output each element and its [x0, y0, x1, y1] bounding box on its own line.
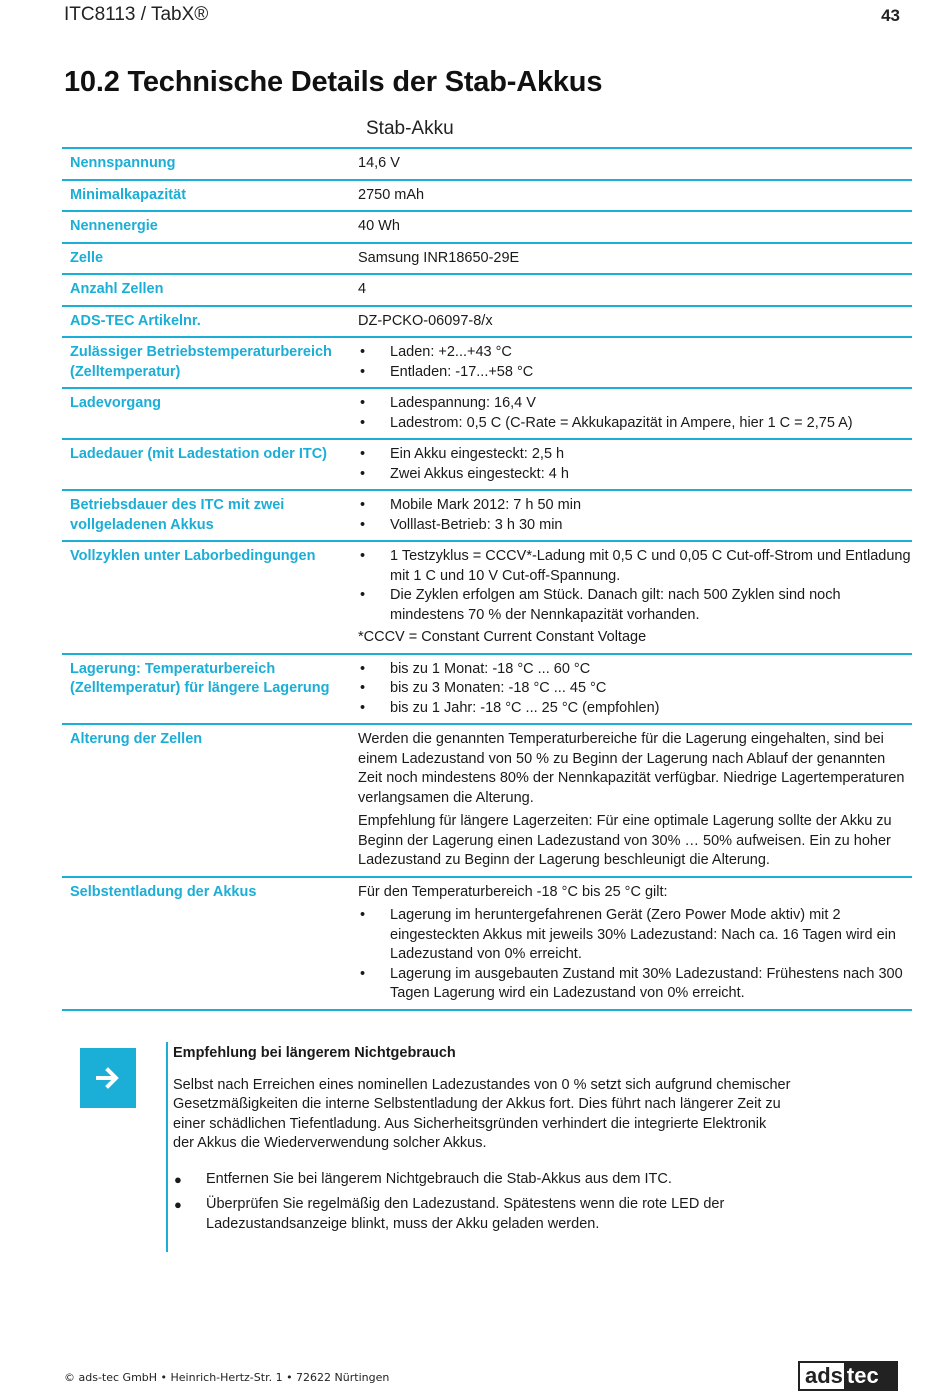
spec-label-line: Ladevorgang [70, 395, 162, 411]
bullet-icon: • [360, 363, 366, 380]
spec-label-line: Vollzyklen unter Laborbedingungen [70, 548, 316, 564]
info-heading: Empfehlung bei längerem Nichtgebrauch [173, 1045, 456, 1061]
list-item [358, 496, 912, 516]
bullet-icon: ● [174, 1197, 182, 1212]
list-item [358, 343, 912, 363]
bullet-icon: • [360, 497, 366, 513]
spec-value [358, 311, 912, 332]
spec-value [358, 342, 912, 382]
list-item-line: Ladezustandsanzeige blinkt, muss der Akku geladen werden. [206, 1215, 600, 1232]
list-item-text: Lagerung im ausgebauten Zustand mit 30% Ladezustand: Frühestens nach 300 Tagen Lagerung wird ein Ladezustand von 0% erreicht. [390, 965, 903, 1001]
list-item [358, 547, 912, 586]
list-item-text: Volllast-Betrieb: 3 h 30 min [390, 516, 563, 533]
list-item [358, 965, 912, 1004]
list-item-text: bis zu 3 Monaten: -18 °C ... 45 °C [390, 680, 607, 696]
bullet-icon: • [360, 465, 366, 482]
list-item-text: Ein Akku eingesteckt: 2,5 h [390, 446, 565, 462]
list-item-line: Entfernen Sie bei längerem Nichtgebrauch die Stab-Akkus aus dem ITC. [206, 1170, 672, 1187]
list-item [173, 1170, 893, 1190]
bullet-icon: • [360, 907, 366, 923]
table-row [62, 212, 912, 244]
spec-value-text: 4 [358, 281, 367, 297]
spec-value [358, 216, 912, 237]
list-item-text: Mobile Mark 2012: 7 h 50 min [390, 497, 582, 513]
list-item [173, 1195, 893, 1234]
spec-value [358, 882, 912, 1004]
spec-label-line: ADS-TEC Artikelnr. [70, 312, 201, 329]
bullet-icon: • [360, 395, 366, 411]
table-row [62, 149, 912, 181]
list-item [358, 414, 912, 434]
spec-label-line: (Zelltemperatur) für längere Lagerung [70, 680, 330, 696]
spec-label [62, 729, 358, 871]
spec-label [62, 882, 358, 1004]
spec-value [358, 444, 912, 484]
spec-value [358, 393, 912, 433]
list-item [358, 363, 912, 383]
spec-label [62, 393, 358, 433]
spec-value-text: DZ-PCKO-06097-8/x [358, 312, 493, 329]
spec-label [62, 248, 358, 269]
spec-label-line: Anzahl Zellen [70, 281, 164, 297]
spec-paragraph: Empfehlung für längere Lagerzeiten: Für eine optimale Lagerung sollte der Akku zu Beginn der Lagerung einen Ladezustand von 30% … 50% aufweisen. Ein zu hoher Ladezustand zu Beginn der Lagerung beschleunigt die Alterung. [358, 813, 892, 868]
spec-value-text: 2750 mAh [358, 186, 425, 203]
table-row [62, 244, 912, 276]
spec-label-line: Nennspannung [70, 155, 176, 171]
info-arrow-badge [80, 1048, 136, 1108]
list-item [358, 445, 912, 465]
table-row [62, 655, 912, 726]
spec-label-line: Zulässiger Betriebstemperaturbereich [70, 344, 332, 360]
table-row [62, 725, 912, 878]
page-number: 43 [881, 6, 900, 25]
table-row [62, 181, 912, 213]
bullet-icon: • [360, 660, 366, 677]
spec-value [358, 659, 912, 719]
spec-label [62, 311, 358, 332]
list-item-text: Entladen: -17...+58 °C [390, 363, 534, 380]
spec-value [358, 546, 912, 648]
spec-footnote: *CCCV = Constant Current Constant Voltage [358, 629, 647, 645]
bullet-icon: • [360, 680, 366, 696]
spec-value-text: Samsung INR18650-29E [358, 249, 520, 266]
spec-value [358, 153, 912, 174]
list-item-text [206, 1195, 893, 1234]
list-item-text: bis zu 1 Monat: -18 °C ... 60 °C [390, 660, 591, 677]
table-row [62, 338, 912, 389]
bullet-icon: • [360, 548, 366, 564]
spec-label-line: Selbstentladung der Akkus [70, 883, 257, 900]
list-item [358, 516, 912, 536]
list-item [358, 699, 912, 719]
list-item-text: bis zu 1 Jahr: -18 °C ... 25 °C (empfohlen) [390, 699, 660, 716]
spec-value-text: 40 Wh [358, 218, 400, 234]
table-row [62, 275, 912, 307]
bullet-icon: • [360, 516, 366, 533]
spec-label [62, 342, 358, 382]
list-item-text: Lagerung im heruntergefahrenen Gerät (Zero Power Mode aktiv) mit 2 eingesteckten Akkus mit jeweils 30% Ladezustand: Nach ca. 16 Tagen wird ein Ladezustand von 0% erreicht. [390, 907, 896, 962]
info-paragraph-line: einer schädlichen Tiefentladung. Aus Sicherheitsgründen verhindert die integrierte Elektronik [173, 1115, 767, 1132]
spec-label [62, 659, 358, 719]
spec-value [358, 729, 912, 871]
spec-value [358, 248, 912, 269]
list-item [358, 465, 912, 485]
spec-label [62, 153, 358, 174]
spec-label-line: Minimalkapazität [70, 186, 187, 203]
bullet-icon: • [360, 587, 366, 603]
arrow-right-icon [96, 1066, 120, 1090]
list-item [358, 586, 912, 625]
spec-label-line: Nennenergie [70, 218, 158, 234]
bullet-icon: • [360, 699, 366, 716]
table-column-header: Stab-Akku [366, 118, 454, 139]
info-divider [166, 1042, 168, 1252]
spec-paragraph: Für den Temperaturbereich -18 °C bis 25 °C gilt: [358, 883, 668, 900]
spec-value [358, 495, 912, 535]
spec-label [62, 546, 358, 648]
list-item [358, 394, 912, 414]
info-paragraph-line: Selbst nach Erreichen eines nominellen Ladezustandes von 0 % setzt sich aufgrund chemischer [173, 1076, 791, 1093]
page-header [64, 4, 900, 30]
list-item [358, 660, 912, 680]
spec-value-text: 14,6 V [358, 155, 400, 171]
table-row [62, 878, 912, 1011]
list-item-text: Zwei Akkus eingesteckt: 4 h [390, 465, 569, 482]
bullet-icon: • [360, 446, 366, 462]
list-item-text: Ladespannung: 16,4 V [390, 395, 536, 411]
info-bullet-list [173, 1170, 893, 1235]
bullet-icon: • [360, 414, 366, 431]
table-row [62, 440, 912, 491]
info-paragraph [173, 1076, 893, 1154]
info-paragraph-line: der Akkus die Wiederverwendung solcher Akkus. [173, 1135, 487, 1151]
spec-label-line: Lagerung: Temperaturbereich [70, 660, 276, 677]
list-item [358, 679, 912, 699]
spec-label [62, 216, 358, 237]
list-item-text [206, 1170, 893, 1190]
spec-label [62, 185, 358, 206]
table-row [62, 491, 912, 542]
spec-label-line: Zelle [70, 249, 104, 266]
spec-value [358, 279, 912, 300]
section-title: 10.2 Technische Details der Stab-Akkus [64, 66, 603, 98]
table-row [62, 307, 912, 339]
bullet-icon: • [360, 965, 366, 982]
info-content [173, 1044, 893, 1240]
list-item-line: Überprüfen Sie regelmäßig den Ladezustand. Spätestens wenn die rote LED der [206, 1196, 725, 1212]
spec-label-line: Betriebsdauer des ITC mit zwei [70, 497, 285, 513]
info-paragraph-line: Gesetzmäßigkeiten die interne Selbstentladung der Akkus fort. Dies führt nach längerer Zeit zu [173, 1096, 781, 1112]
spec-label [62, 495, 358, 535]
table-row [62, 542, 912, 655]
info-box [64, 1042, 904, 1252]
document-title: ITC8113 / TabX® [64, 4, 209, 25]
spec-label [62, 444, 358, 484]
list-item-text: Die Zyklen erfolgen am Stück. Danach gilt: nach 500 Zyklen sind noch mindestens 70 % der Nennkapazität vorhanden. [390, 587, 841, 623]
logo-tec: tec [844, 1363, 896, 1389]
spec-label-line: Alterung der Zellen [70, 731, 203, 747]
list-item-text: Laden: +2...+43 °C [390, 344, 512, 360]
spec-label-line: vollgeladenen Akkus [70, 516, 214, 533]
bullet-icon: • [360, 344, 366, 360]
list-item-text: 1 Testzyklus = CCCV*-Ladung mit 0,5 C und 0,05 C Cut-off-Strom und Entladung mit 1 C und 10 V Cut-off-Spannung. [390, 548, 911, 584]
spec-table [62, 147, 912, 1011]
spec-label-line: (Zelltemperatur) [70, 363, 181, 380]
logo-ads: ads [800, 1363, 844, 1389]
ads-tec-logo [798, 1361, 898, 1391]
spec-paragraph: Werden die genannten Temperaturbereiche für die Lagerung eingehalten, sind bei einem Ladezustand von 50 % zu Beginn der Lagerung nach Ablauf der genannten Zeit noch mindestens 80% der Nennkapazität verfügbar. Niedrige Lagertemperaturen verlangsamen die Alterung. [358, 731, 905, 806]
spec-label [62, 279, 358, 300]
footer-address: © ads-tec GmbH • Heinrich-Hertz-Str. 1 • 72622 Nürtingen [64, 1371, 390, 1384]
spec-label-line: Ladedauer (mit Ladestation oder ITC) [70, 446, 327, 462]
bullet-icon: ● [174, 1171, 182, 1187]
list-item-text: Ladestrom: 0,5 C (C-Rate = Akkukapazität in Ampere, hier 1 C = 2,75 A) [390, 414, 853, 431]
table-row [62, 389, 912, 440]
list-item [358, 906, 912, 965]
spec-value [358, 185, 912, 206]
